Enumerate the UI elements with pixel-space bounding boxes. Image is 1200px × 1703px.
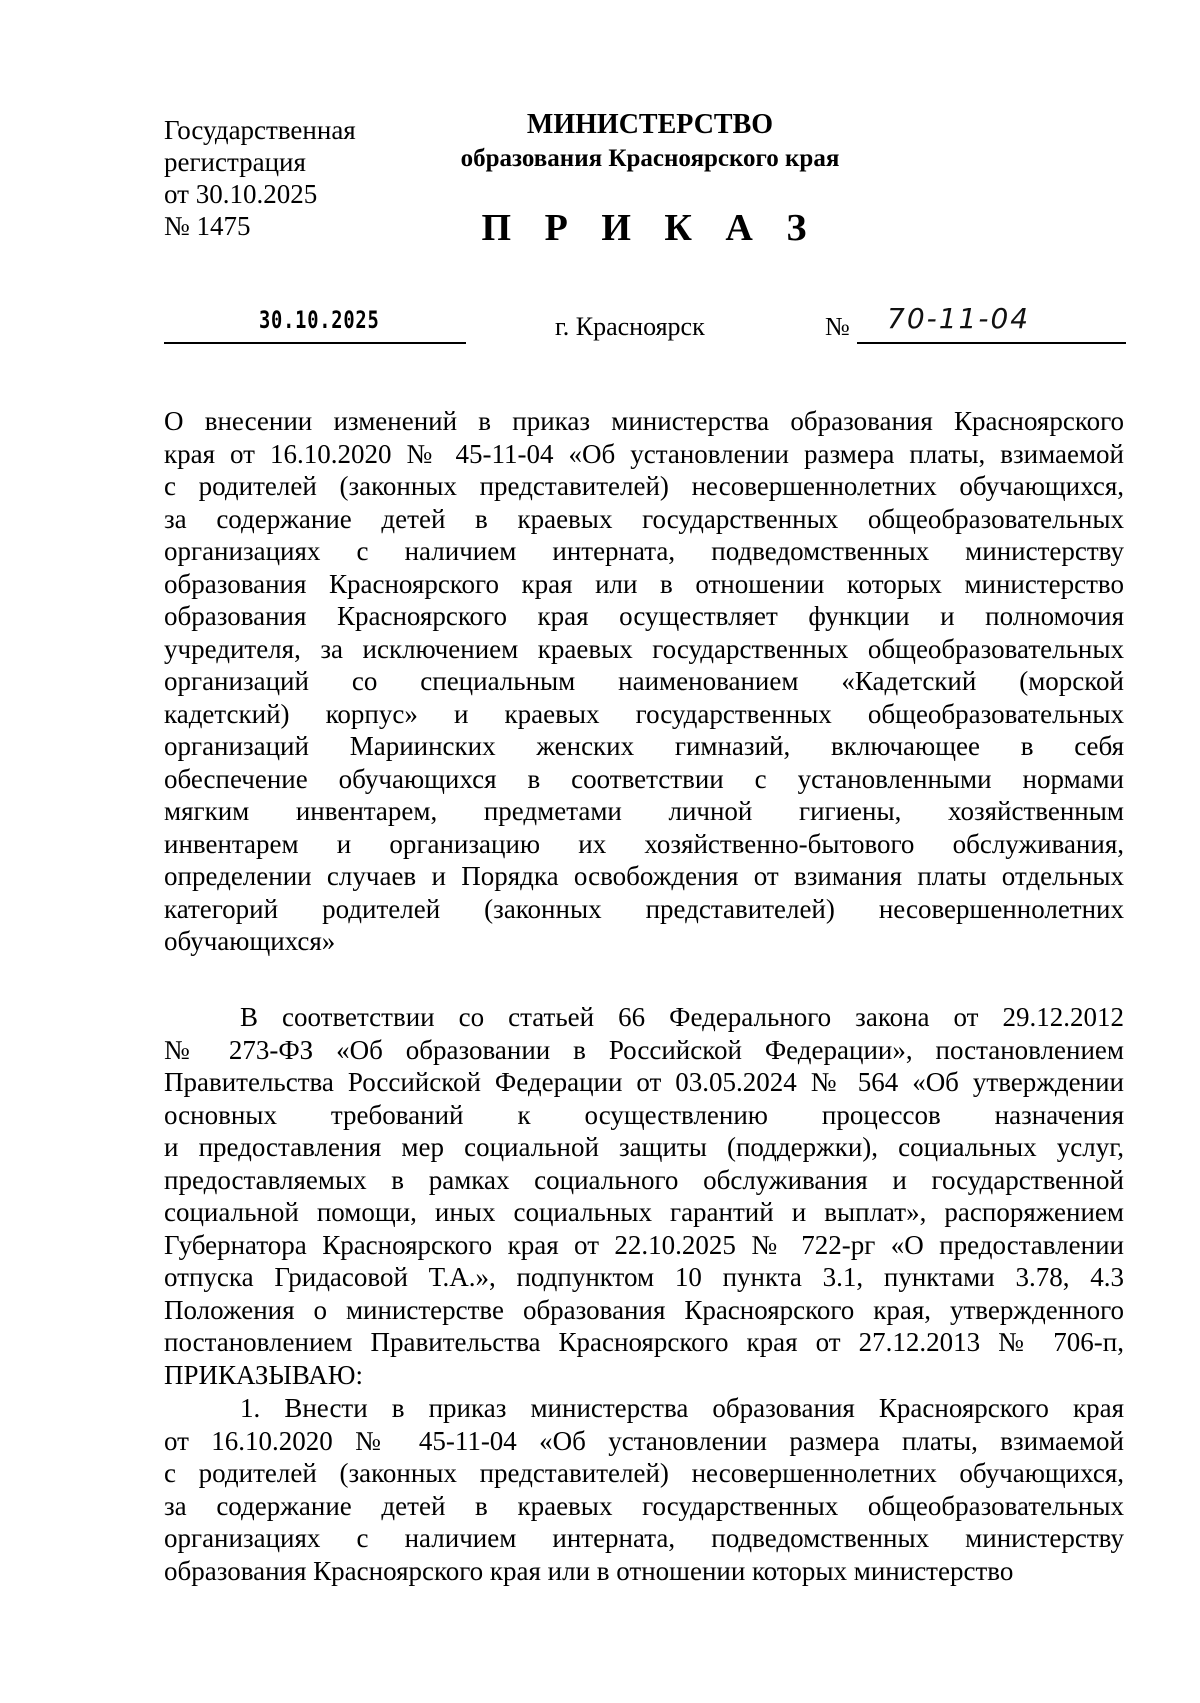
order-number: 70-11-04 bbox=[887, 302, 1031, 335]
order-date: 30.10.2025 bbox=[259, 306, 380, 334]
title-line: края от 16.10.2020 № 45-11-04 «Об установлении размера платы, взимаемой bbox=[164, 438, 1124, 469]
preamble-line: № 273-ФЗ «Об образовании в Российской Федерации», постановлением bbox=[164, 1034, 1124, 1065]
title-line: кадетский) корпус» и краевых государственных общеобразовательных bbox=[164, 698, 1124, 729]
preamble-line: Правительства Российской Федерации от 03.05.2024 № 564 «Об утверждении bbox=[164, 1067, 1124, 1097]
title-line: организаций со специальным наименованием «Кадетский (морской bbox=[164, 666, 1124, 696]
order-item-1 bbox=[164, 1392, 1124, 1587]
registration-number: № 1475 bbox=[164, 211, 251, 241]
title-line: инвентарем и организацию их хозяйственно-бытового обслуживания, bbox=[164, 828, 1124, 859]
item-line: с родителей (законных представителей) несовершеннолетних обучающихся, bbox=[164, 1458, 1124, 1488]
title-line: за содержание детей в краевых государственных общеобразовательных bbox=[164, 503, 1124, 534]
item-line: 1. Внести в приказ министерства образования Красноярского края bbox=[240, 1393, 1124, 1423]
title-line: обеспечение обучающихся в соответствии с установленными нормами bbox=[164, 763, 1124, 794]
registration-line: Государственная bbox=[164, 115, 356, 145]
registration-date: от 30.10.2025 bbox=[164, 179, 318, 209]
preamble-line: и предоставления мер социальной защиты (поддержки), социальных услуг, bbox=[164, 1132, 1124, 1162]
preamble-line: отпуска Гридасовой Т.А.», подпунктом 10 пункта 3.1, пунктами 3.78, 4.3 bbox=[164, 1262, 1124, 1292]
title-line: с родителей (законных представителей) несовершеннолетних обучающихся, bbox=[164, 471, 1124, 501]
preamble-line: ПРИКАЗЫВАЮ: bbox=[164, 1359, 363, 1390]
number-label: № bbox=[825, 312, 850, 341]
title-line: обучающихся» bbox=[164, 926, 336, 956]
title-line: образования Красноярского края или в отношении которых министерство bbox=[164, 568, 1124, 599]
document-title bbox=[164, 405, 1124, 958]
preamble-line: основных требований к осуществлению процессов назначения bbox=[164, 1099, 1124, 1130]
title-line: О внесении изменений в приказ министерства образования Красноярского bbox=[164, 406, 1124, 436]
ministry-header bbox=[430, 108, 870, 176]
preamble-line: постановлением Правительства Красноярского края от 27.12.2013 № 706-п, bbox=[164, 1327, 1124, 1357]
title-line: организаций Мариинских женских гимназий, включающее в себя bbox=[164, 731, 1124, 761]
item-line: за содержание детей в краевых государственных общеобразовательных bbox=[164, 1490, 1124, 1521]
registration-line: регистрация bbox=[164, 147, 306, 177]
item-line: от 16.10.2020 № 45-11-04 «Об установлении размера платы, взимаемой bbox=[164, 1425, 1124, 1456]
preamble-line: Положения о министерстве образования Красноярского края, утвержденного bbox=[164, 1294, 1124, 1325]
item-line: организациях с наличием интерната, подведомственных министерству bbox=[164, 1523, 1124, 1553]
preamble-line: В соответствии со статьей 66 Федерального закона от 29.12.2012 bbox=[240, 1002, 1124, 1032]
preamble bbox=[164, 1001, 1124, 1391]
title-line: категорий родителей (законных представителей) несовершеннолетних bbox=[164, 893, 1124, 924]
title-line: образования Красноярского края осуществляет функции и полномочия bbox=[164, 601, 1124, 631]
registration-stamp bbox=[164, 114, 356, 242]
date-field bbox=[164, 300, 466, 344]
title-line: определении случаев и Порядка освобождения от взимания платы отдельных bbox=[164, 861, 1124, 891]
ministry-subtitle: образования Красноярского края bbox=[460, 145, 840, 172]
title-line: организациях с наличием интерната, подведомственных министерству bbox=[164, 536, 1124, 566]
preamble-line: предоставляемых в рамках социального обслуживания и государственной bbox=[164, 1164, 1124, 1195]
item-line: образования Красноярского края или в отношении которых министерство bbox=[164, 1555, 1014, 1586]
preamble-line: социальной помощи, иных социальных гарантий и выплат», распоряжением bbox=[164, 1197, 1124, 1227]
ministry-name: МИНИСТЕРСТВО bbox=[526, 109, 774, 140]
preamble-line: Губернатора Красноярского края от 22.10.2025 № 722-рг «О предоставлении bbox=[164, 1229, 1124, 1260]
city: г. Красноярск bbox=[555, 312, 705, 341]
title-line: мягким инвентарем, предметами личной гигиены, хозяйственным bbox=[164, 796, 1124, 826]
document-type: П Р И К А З bbox=[481, 207, 819, 249]
number-field bbox=[857, 300, 1126, 344]
title-line: учредителя, за исключением краевых государственных общеобразовательных bbox=[164, 633, 1124, 664]
